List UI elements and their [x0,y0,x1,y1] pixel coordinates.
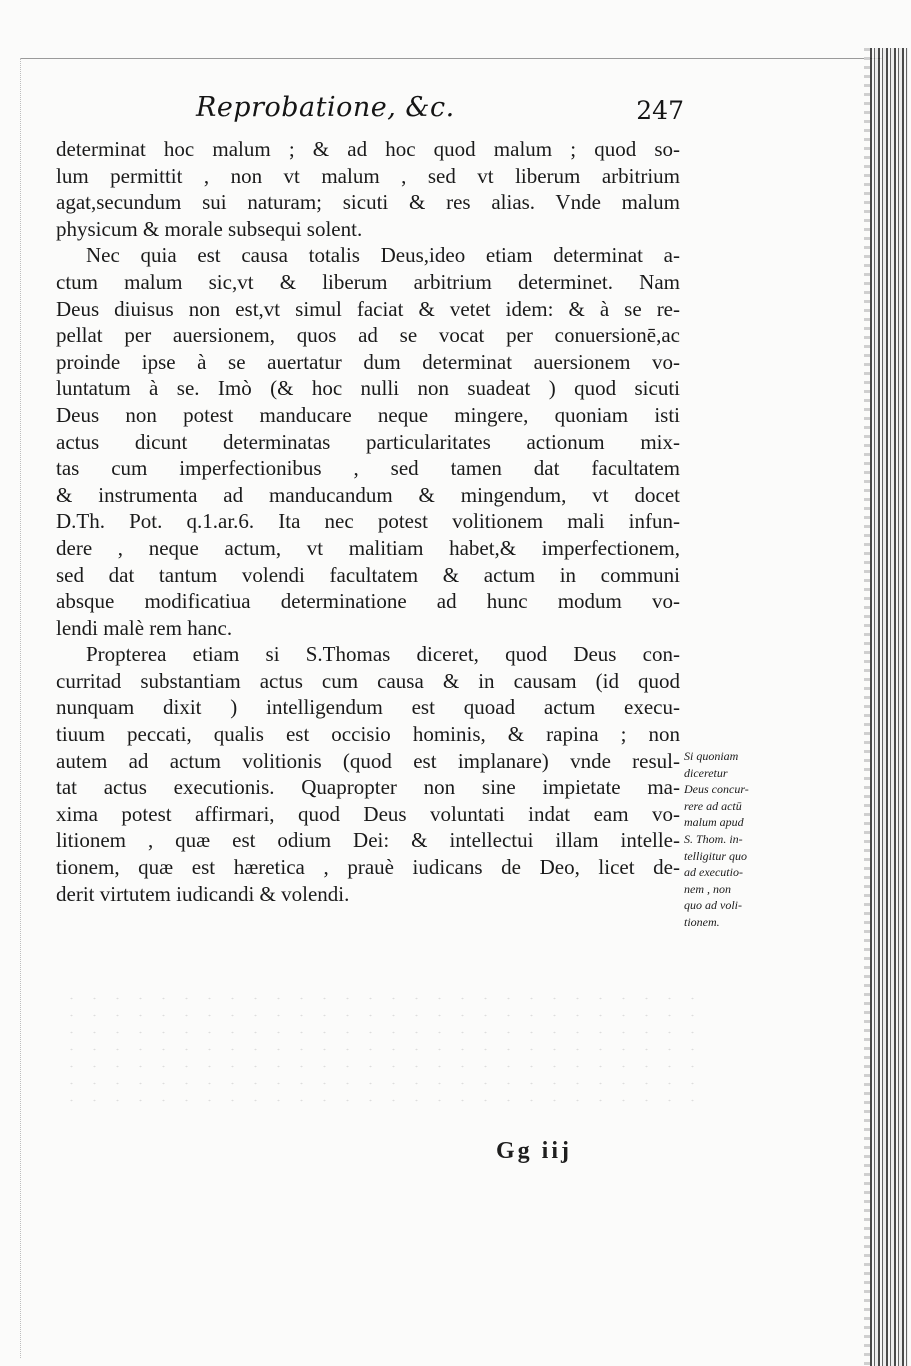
text-line: autem ad actum volitionis (quod est implanare) vnde resul- [56,748,680,773]
text-line: Nec quia est causa totalis Deus,ideo etiam determinat a- [86,243,680,268]
text-line: Deus diuisus non est,vt simul faciat & vetet idem: & à se re- [56,296,680,321]
marginal-note-line: S. Thom. in- [684,831,743,846]
text-line: determinat hoc malum ; & ad hoc quod malum ; quod so- [56,137,680,161]
marginal-note-line: nem , non [684,881,731,896]
running-title: Reprobatione, &c. [196,92,455,123]
marginal-note-line: diceretur [684,765,728,780]
marginal-note-line: Si quoniam [684,749,739,763]
marginal-note-line: malum apud [684,815,744,830]
bleed-through-specks [60,990,700,1110]
marginal-note [684,748,788,931]
text-line: proinde ipse à se auertatur dum determinat auersionem vo- [56,349,680,374]
text-line: nunquam dixit ) intelligendum est quoad actum execu- [56,695,680,720]
main-text-block [56,136,680,907]
text-line: Deus non potest manducare neque mingere, quoniam isti [56,402,680,427]
text-line: litionem , quæ est odium Dei: & intellectui illam intelle- [56,828,680,853]
text-line: sed dat tantum volendi facultatem & actum in communi [56,562,680,587]
text-line: physicum & morale subsequi solent. [56,216,363,241]
text-line: tionem, quæ est hæretica , prauè iudicans de Deo, licet de- [56,855,680,880]
text-line: tat actus executionis. Quapropter non sine impietate ma- [56,775,680,800]
text-line: agat,secundum sui naturam; sicuti & res alias. Vnde malum [56,190,680,215]
text-line: luntatum à se. Imò (& hoc nulli non suadeat ) quod sicuti [56,376,680,401]
text-line: lendi malè rem hanc. [56,615,233,640]
text-line: derit virtutem iudicandi & volendi. [56,881,350,906]
scan-border-left [20,58,21,1358]
marginal-note-line: quo ad voli- [684,898,742,913]
text-line: lum permittit , non vt malum , sed vt liberum arbitrium [56,163,680,188]
marginal-note-line: ad executio- [684,865,743,880]
text-line: tas cum imperfectionibus , sed tamen dat facultatem [56,456,680,481]
text-line: & instrumenta ad manducandum & mingendum, vt docet [56,482,680,507]
signature-mark: Gg iij [496,1138,572,1164]
marginal-note-line: telligitur quo [684,848,747,863]
text-line: tiuum peccati, qualis est occisio hominis, & rapina ; non [56,722,680,747]
text-line: xima potest affirmari, quod Deus voluntati indat eam vo- [56,801,680,826]
text-line: Propterea etiam si S.Thomas diceret, quod Deus con- [86,642,680,667]
running-head [56,92,684,132]
text-line: absque modificatiua determinatione ad hunc modum vo- [56,589,680,614]
paragraph-1 [56,136,680,242]
paragraph-3 [56,641,680,907]
text-line: dere , neque actum, vt malitiam habet,& imperfectionem, [56,535,680,560]
binding-gutter [870,48,908,1366]
text-line: actus dicunt determinatas particularitates actionum mix- [56,429,680,454]
text-line: pellat per auersionem, quos ad se vocat per conuersionē,ac [56,323,680,348]
text-line: curritad substantiam actus cum causa & in causam (id quod [56,668,680,693]
marginal-note-line: tionem. [684,914,720,929]
marginal-note-line: rere ad actū [684,798,742,813]
text-line: ctum malum sic,vt & liberum arbitrium determinet. Nam [56,269,680,294]
marginal-note-line: Deus concur- [684,782,749,797]
paragraph-2 [56,242,680,641]
page-number: 247 [636,96,684,125]
text-line: D.Th. Pot. q.1.ar.6. Ita nec potest volitionem mali infun- [56,509,680,534]
scan-border-top [20,58,882,59]
